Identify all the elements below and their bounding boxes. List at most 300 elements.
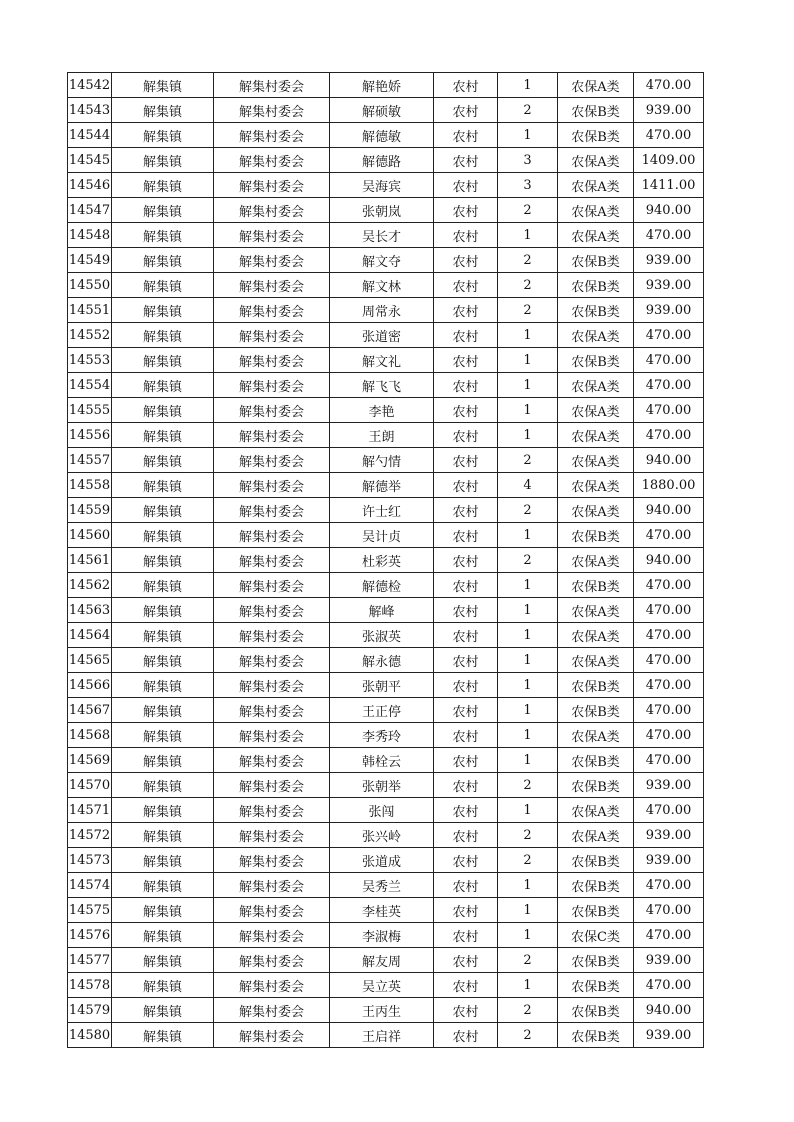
ledger-body [68, 73, 704, 1048]
table-row [68, 198, 704, 223]
category-cell: 农保A类 [558, 373, 634, 398]
record-id-cell: 14545 [68, 148, 112, 173]
record-id-cell: 14561 [68, 548, 112, 573]
household-size-cell: 1 [498, 923, 558, 948]
area-type-cell: 农村 [434, 998, 498, 1023]
category-cell: 农保B类 [558, 123, 634, 148]
name-cell: 李淑梅 [330, 923, 434, 948]
household-size-cell: 1 [498, 523, 558, 548]
table-row [68, 698, 704, 723]
record-id-cell: 14563 [68, 598, 112, 623]
town-cell: 解集镇 [112, 123, 214, 148]
household-size-cell: 1 [498, 798, 558, 823]
table-row [68, 348, 704, 373]
record-id-cell: 14569 [68, 748, 112, 773]
table-row [68, 373, 704, 398]
amount-cell: 939.00 [634, 848, 704, 873]
category-cell: 农保B类 [558, 848, 634, 873]
table-row [68, 323, 704, 348]
name-cell: 解文礼 [330, 348, 434, 373]
village-committee-cell: 解集村委会 [214, 523, 330, 548]
household-size-cell: 1 [498, 573, 558, 598]
table-row [68, 248, 704, 273]
name-cell: 解飞飞 [330, 373, 434, 398]
category-cell: 农保B类 [558, 748, 634, 773]
village-committee-cell: 解集村委会 [214, 373, 330, 398]
household-size-cell: 2 [498, 448, 558, 473]
area-type-cell: 农村 [434, 123, 498, 148]
name-cell: 解德检 [330, 573, 434, 598]
name-cell: 解德路 [330, 148, 434, 173]
village-committee-cell: 解集村委会 [214, 423, 330, 448]
town-cell: 解集镇 [112, 998, 214, 1023]
record-id-cell: 14546 [68, 173, 112, 198]
amount-cell: 470.00 [634, 923, 704, 948]
table-row [68, 273, 704, 298]
area-type-cell: 农村 [434, 973, 498, 998]
town-cell: 解集镇 [112, 773, 214, 798]
town-cell: 解集镇 [112, 823, 214, 848]
name-cell: 解友周 [330, 948, 434, 973]
record-id-cell: 14580 [68, 1023, 112, 1048]
area-type-cell: 农村 [434, 698, 498, 723]
amount-cell: 940.00 [634, 998, 704, 1023]
village-committee-cell: 解集村委会 [214, 573, 330, 598]
amount-cell: 470.00 [634, 673, 704, 698]
table-row [68, 498, 704, 523]
household-size-cell: 2 [498, 498, 558, 523]
amount-cell: 940.00 [634, 548, 704, 573]
amount-cell: 470.00 [634, 373, 704, 398]
area-type-cell: 农村 [434, 823, 498, 848]
village-committee-cell: 解集村委会 [214, 848, 330, 873]
town-cell: 解集镇 [112, 948, 214, 973]
amount-cell: 1411.00 [634, 173, 704, 198]
village-committee-cell: 解集村委会 [214, 248, 330, 273]
amount-cell: 470.00 [634, 123, 704, 148]
town-cell: 解集镇 [112, 523, 214, 548]
town-cell: 解集镇 [112, 573, 214, 598]
table-row [68, 773, 704, 798]
amount-cell: 939.00 [634, 1023, 704, 1048]
area-type-cell: 农村 [434, 673, 498, 698]
category-cell: 农保A类 [558, 173, 634, 198]
table-row [68, 973, 704, 998]
record-id-cell: 14552 [68, 323, 112, 348]
village-committee-cell: 解集村委会 [214, 998, 330, 1023]
amount-cell: 470.00 [634, 323, 704, 348]
area-type-cell: 农村 [434, 548, 498, 573]
category-cell: 农保A类 [558, 323, 634, 348]
village-committee-cell: 解集村委会 [214, 348, 330, 373]
household-size-cell: 4 [498, 473, 558, 498]
village-committee-cell: 解集村委会 [214, 448, 330, 473]
area-type-cell: 农村 [434, 773, 498, 798]
area-type-cell: 农村 [434, 848, 498, 873]
household-size-cell: 1 [498, 423, 558, 448]
village-committee-cell: 解集村委会 [214, 98, 330, 123]
household-size-cell: 1 [498, 223, 558, 248]
town-cell: 解集镇 [112, 1023, 214, 1048]
category-cell: 农保B类 [558, 773, 634, 798]
village-committee-cell: 解集村委会 [214, 123, 330, 148]
table-row [68, 623, 704, 648]
name-cell: 李桂英 [330, 898, 434, 923]
name-cell: 张朝举 [330, 773, 434, 798]
area-type-cell: 农村 [434, 598, 498, 623]
name-cell: 张淑英 [330, 623, 434, 648]
village-committee-cell: 解集村委会 [214, 198, 330, 223]
village-committee-cell: 解集村委会 [214, 1023, 330, 1048]
name-cell: 吴长才 [330, 223, 434, 248]
amount-cell: 939.00 [634, 98, 704, 123]
table-row [68, 823, 704, 848]
name-cell: 许士红 [330, 498, 434, 523]
village-committee-cell: 解集村委会 [214, 498, 330, 523]
town-cell: 解集镇 [112, 498, 214, 523]
town-cell: 解集镇 [112, 973, 214, 998]
category-cell: 农保B类 [558, 98, 634, 123]
town-cell: 解集镇 [112, 398, 214, 423]
household-size-cell: 1 [498, 973, 558, 998]
town-cell: 解集镇 [112, 148, 214, 173]
name-cell: 张道成 [330, 848, 434, 873]
name-cell: 王正停 [330, 698, 434, 723]
table-row [68, 298, 704, 323]
area-type-cell: 农村 [434, 298, 498, 323]
village-committee-cell: 解集村委会 [214, 648, 330, 673]
table-row [68, 648, 704, 673]
name-cell: 杜彩英 [330, 548, 434, 573]
village-committee-cell: 解集村委会 [214, 598, 330, 623]
table-row [68, 573, 704, 598]
category-cell: 农保A类 [558, 598, 634, 623]
record-id-cell: 14578 [68, 973, 112, 998]
record-id-cell: 14565 [68, 648, 112, 673]
category-cell: 农保B类 [558, 348, 634, 373]
amount-cell: 470.00 [634, 523, 704, 548]
category-cell: 农保B类 [558, 698, 634, 723]
category-cell: 农保A类 [558, 198, 634, 223]
table-row [68, 123, 704, 148]
amount-cell: 470.00 [634, 748, 704, 773]
town-cell: 解集镇 [112, 873, 214, 898]
category-cell: 农保A类 [558, 448, 634, 473]
name-cell: 周常永 [330, 298, 434, 323]
record-id-cell: 14547 [68, 198, 112, 223]
assistance-ledger-table [67, 72, 704, 1048]
amount-cell: 940.00 [634, 198, 704, 223]
town-cell: 解集镇 [112, 698, 214, 723]
category-cell: 农保B类 [558, 298, 634, 323]
village-committee-cell: 解集村委会 [214, 873, 330, 898]
amount-cell: 470.00 [634, 223, 704, 248]
town-cell: 解集镇 [112, 248, 214, 273]
household-size-cell: 2 [498, 248, 558, 273]
amount-cell: 470.00 [634, 73, 704, 98]
category-cell: 农保A类 [558, 148, 634, 173]
category-cell: 农保B类 [558, 873, 634, 898]
table-row [68, 998, 704, 1023]
amount-cell: 939.00 [634, 248, 704, 273]
area-type-cell: 农村 [434, 173, 498, 198]
record-id-cell: 14542 [68, 73, 112, 98]
town-cell: 解集镇 [112, 648, 214, 673]
name-cell: 吴秀兰 [330, 873, 434, 898]
amount-cell: 470.00 [634, 623, 704, 648]
record-id-cell: 14564 [68, 623, 112, 648]
table-row [68, 398, 704, 423]
record-id-cell: 14577 [68, 948, 112, 973]
table-row [68, 548, 704, 573]
area-type-cell: 农村 [434, 448, 498, 473]
household-size-cell: 2 [498, 1023, 558, 1048]
area-type-cell: 农村 [434, 98, 498, 123]
town-cell: 解集镇 [112, 548, 214, 573]
category-cell: 农保A类 [558, 823, 634, 848]
name-cell: 吴立英 [330, 973, 434, 998]
category-cell: 农保A类 [558, 423, 634, 448]
category-cell: 农保B类 [558, 523, 634, 548]
area-type-cell: 农村 [434, 573, 498, 598]
area-type-cell: 农村 [434, 323, 498, 348]
name-cell: 解永德 [330, 648, 434, 673]
category-cell: 农保A类 [558, 398, 634, 423]
area-type-cell: 农村 [434, 923, 498, 948]
table-row [68, 523, 704, 548]
village-committee-cell: 解集村委会 [214, 798, 330, 823]
household-size-cell: 1 [498, 873, 558, 898]
amount-cell: 470.00 [634, 598, 704, 623]
town-cell: 解集镇 [112, 848, 214, 873]
name-cell: 吴海宾 [330, 173, 434, 198]
category-cell: 农保B类 [558, 898, 634, 923]
category-cell: 农保A类 [558, 723, 634, 748]
village-committee-cell: 解集村委会 [214, 548, 330, 573]
town-cell: 解集镇 [112, 373, 214, 398]
town-cell: 解集镇 [112, 423, 214, 448]
village-committee-cell: 解集村委会 [214, 923, 330, 948]
amount-cell: 470.00 [634, 873, 704, 898]
category-cell: 农保B类 [558, 998, 634, 1023]
record-id-cell: 14567 [68, 698, 112, 723]
household-size-cell: 1 [498, 598, 558, 623]
name-cell: 张道密 [330, 323, 434, 348]
amount-cell: 939.00 [634, 773, 704, 798]
table-row [68, 748, 704, 773]
amount-cell: 470.00 [634, 648, 704, 673]
village-committee-cell: 解集村委会 [214, 298, 330, 323]
area-type-cell: 农村 [434, 223, 498, 248]
town-cell: 解集镇 [112, 98, 214, 123]
record-id-cell: 14549 [68, 248, 112, 273]
table-row [68, 148, 704, 173]
town-cell: 解集镇 [112, 323, 214, 348]
name-cell: 解艳娇 [330, 73, 434, 98]
area-type-cell: 农村 [434, 648, 498, 673]
table-row [68, 448, 704, 473]
record-id-cell: 14575 [68, 898, 112, 923]
name-cell: 解文林 [330, 273, 434, 298]
household-size-cell: 2 [498, 273, 558, 298]
record-id-cell: 14560 [68, 523, 112, 548]
table-row [68, 798, 704, 823]
table-row [68, 723, 704, 748]
town-cell: 解集镇 [112, 298, 214, 323]
household-size-cell: 2 [498, 298, 558, 323]
table-row [68, 673, 704, 698]
record-id-cell: 14557 [68, 448, 112, 473]
village-committee-cell: 解集村委会 [214, 948, 330, 973]
amount-cell: 939.00 [634, 298, 704, 323]
category-cell: 农保A类 [558, 798, 634, 823]
table-row [68, 848, 704, 873]
household-size-cell: 2 [498, 848, 558, 873]
area-type-cell: 农村 [434, 73, 498, 98]
area-type-cell: 农村 [434, 898, 498, 923]
amount-cell: 940.00 [634, 498, 704, 523]
category-cell: 农保B类 [558, 1023, 634, 1048]
category-cell: 农保A类 [558, 473, 634, 498]
town-cell: 解集镇 [112, 723, 214, 748]
village-committee-cell: 解集村委会 [214, 723, 330, 748]
table-row [68, 1023, 704, 1048]
village-committee-cell: 解集村委会 [214, 748, 330, 773]
category-cell: 农保B类 [558, 248, 634, 273]
household-size-cell: 2 [498, 98, 558, 123]
town-cell: 解集镇 [112, 923, 214, 948]
village-committee-cell: 解集村委会 [214, 148, 330, 173]
village-committee-cell: 解集村委会 [214, 973, 330, 998]
record-id-cell: 14568 [68, 723, 112, 748]
name-cell: 韩栓云 [330, 748, 434, 773]
record-id-cell: 14555 [68, 398, 112, 423]
town-cell: 解集镇 [112, 623, 214, 648]
category-cell: 农保A类 [558, 648, 634, 673]
area-type-cell: 农村 [434, 473, 498, 498]
area-type-cell: 农村 [434, 198, 498, 223]
household-size-cell: 2 [498, 198, 558, 223]
record-id-cell: 14570 [68, 773, 112, 798]
town-cell: 解集镇 [112, 223, 214, 248]
amount-cell: 940.00 [634, 448, 704, 473]
record-id-cell: 14572 [68, 823, 112, 848]
name-cell: 解德敏 [330, 123, 434, 148]
household-size-cell: 1 [498, 348, 558, 373]
area-type-cell: 农村 [434, 798, 498, 823]
name-cell: 张兴岭 [330, 823, 434, 848]
amount-cell: 939.00 [634, 948, 704, 973]
village-committee-cell: 解集村委会 [214, 273, 330, 298]
category-cell: 农保B类 [558, 273, 634, 298]
town-cell: 解集镇 [112, 198, 214, 223]
name-cell: 解德举 [330, 473, 434, 498]
area-type-cell: 农村 [434, 498, 498, 523]
table-row [68, 173, 704, 198]
town-cell: 解集镇 [112, 448, 214, 473]
record-id-cell: 14554 [68, 373, 112, 398]
village-committee-cell: 解集村委会 [214, 473, 330, 498]
household-size-cell: 1 [498, 623, 558, 648]
village-committee-cell: 解集村委会 [214, 623, 330, 648]
record-id-cell: 14574 [68, 873, 112, 898]
area-type-cell: 农村 [434, 523, 498, 548]
name-cell: 张朝平 [330, 673, 434, 698]
area-type-cell: 农村 [434, 873, 498, 898]
amount-cell: 1409.00 [634, 148, 704, 173]
village-committee-cell: 解集村委会 [214, 398, 330, 423]
village-committee-cell: 解集村委会 [214, 823, 330, 848]
area-type-cell: 农村 [434, 748, 498, 773]
category-cell: 农保B类 [558, 573, 634, 598]
town-cell: 解集镇 [112, 473, 214, 498]
village-committee-cell: 解集村委会 [214, 773, 330, 798]
table-row [68, 898, 704, 923]
table-row [68, 948, 704, 973]
category-cell: 农保B类 [558, 673, 634, 698]
amount-cell: 470.00 [634, 348, 704, 373]
household-size-cell: 1 [498, 648, 558, 673]
village-committee-cell: 解集村委会 [214, 673, 330, 698]
town-cell: 解集镇 [112, 173, 214, 198]
name-cell: 张闯 [330, 798, 434, 823]
table-row [68, 223, 704, 248]
town-cell: 解集镇 [112, 598, 214, 623]
category-cell: 农保A类 [558, 498, 634, 523]
household-size-cell: 2 [498, 998, 558, 1023]
amount-cell: 470.00 [634, 723, 704, 748]
town-cell: 解集镇 [112, 748, 214, 773]
record-id-cell: 14556 [68, 423, 112, 448]
household-size-cell: 1 [498, 748, 558, 773]
category-cell: 农保C类 [558, 923, 634, 948]
household-size-cell: 2 [498, 548, 558, 573]
area-type-cell: 农村 [434, 948, 498, 973]
town-cell: 解集镇 [112, 673, 214, 698]
town-cell: 解集镇 [112, 798, 214, 823]
name-cell: 李秀玲 [330, 723, 434, 748]
village-committee-cell: 解集村委会 [214, 73, 330, 98]
household-size-cell: 1 [498, 123, 558, 148]
area-type-cell: 农村 [434, 398, 498, 423]
table-row [68, 98, 704, 123]
village-committee-cell: 解集村委会 [214, 698, 330, 723]
amount-cell: 1880.00 [634, 473, 704, 498]
area-type-cell: 农村 [434, 248, 498, 273]
amount-cell: 470.00 [634, 973, 704, 998]
amount-cell: 470.00 [634, 398, 704, 423]
name-cell: 王丙生 [330, 998, 434, 1023]
amount-cell: 939.00 [634, 273, 704, 298]
table-row [68, 423, 704, 448]
table-row [68, 923, 704, 948]
town-cell: 解集镇 [112, 273, 214, 298]
table-row [68, 73, 704, 98]
name-cell: 王启祥 [330, 1023, 434, 1048]
name-cell: 解硕敏 [330, 98, 434, 123]
amount-cell: 470.00 [634, 573, 704, 598]
name-cell: 张朝岚 [330, 198, 434, 223]
amount-cell: 470.00 [634, 898, 704, 923]
village-committee-cell: 解集村委会 [214, 323, 330, 348]
amount-cell: 939.00 [634, 823, 704, 848]
town-cell: 解集镇 [112, 73, 214, 98]
household-size-cell: 1 [498, 373, 558, 398]
village-committee-cell: 解集村委会 [214, 173, 330, 198]
record-id-cell: 14566 [68, 673, 112, 698]
amount-cell: 470.00 [634, 798, 704, 823]
area-type-cell: 农村 [434, 723, 498, 748]
